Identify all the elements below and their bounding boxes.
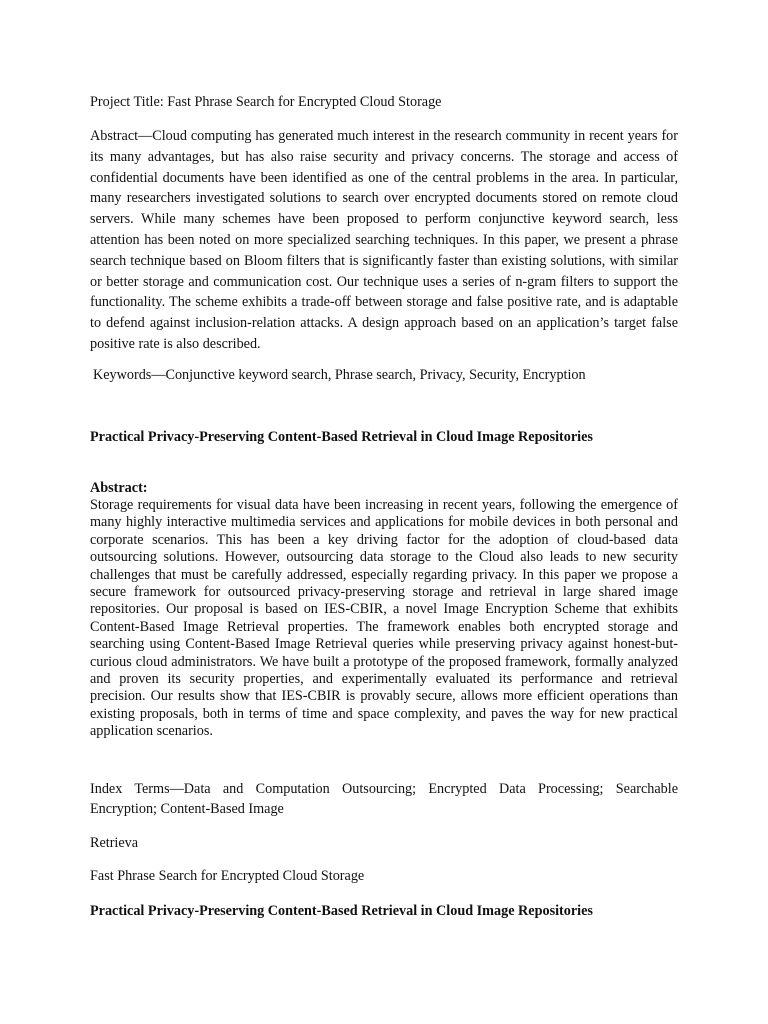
retrieva-line: Retrieva — [90, 835, 139, 851]
footer-title-1: Fast Phrase Search for Encrypted Cloud Storage — [90, 868, 365, 884]
project-title: Project Title: Fast Phrase Search for Encrypted Cloud Storage — [90, 94, 442, 110]
index-terms: Index Terms—Data and Computation Outsourcing; Encrypted Data Processing; Searchable Encryption; Content-Based Image — [90, 781, 678, 817]
paper-title-2: Practical Privacy-Preserving Content-Based Retrieval in Cloud Image Repositories — [90, 429, 593, 445]
abstract-paragraph-2: Storage requirements for visual data have been increasing in recent years, following the emergence of many highly interactive multimedia services and applications for mobile devices in both personal and corporate scenarios. This has been a key driving factor for the adoption of cloud-based data outsourcing solutions. However, outsourcing data storage to the Cloud also leads to new security challenges that must be carefully addressed, especially regarding privacy. In this paper we propose a secure framework for outsourced privacy-preserving storage and retrieval in large shared image repositories. Our proposal is based on IES-CBIR, a novel Image Encryption Scheme that exhibits Content-Based Image Retrieval properties. The framework enables both encrypted storage and searching using Content-Based Image Retrieval queries while preserving privacy against honest-but-curious cloud administrators. We have built a prototype of the proposed framework, formally analyzed and proven its security properties, and experimentally evaluated its performance and retrieval precision. Our results show that IES-CBIR is provably secure, allows more efficient operations than existing proposals, both in terms of time and space complexity, and paves the way for new practical application scenarios. — [90, 497, 678, 740]
keywords-line: Keywords—Conjunctive keyword search, Phrase search, Privacy, Security, Encryption — [93, 367, 586, 383]
footer-title-2: Practical Privacy-Preserving Content-Based Retrieval in Cloud Image Repositories — [90, 903, 593, 919]
abstract-heading-2: Abstract: — [90, 480, 148, 496]
abstract-paragraph-1: Abstract—Cloud computing has generated much interest in the research community in recent years for its many advantages, but has also raise security and privacy concerns. The storage and access of confidential documents have been identified as one of the central problems in the area. In particular, many researchers investigated solutions to search over encrypted documents stored on remote cloud servers. While many schemes have been proposed to perform conjunctive keyword search, less attention has been noted on more specialized searching techniques. In this paper, we present a phrase search technique based on Bloom filters that is significantly faster than existing solutions, with similar or better storage and communication cost. Our technique uses a series of n-gram filters to support the functionality. The scheme exhibits a trade-off between storage and false positive rate, and is adaptable to defend against inclusion-relation attacks. A design approach based on an application’s target false positive rate is also described. — [90, 128, 678, 352]
